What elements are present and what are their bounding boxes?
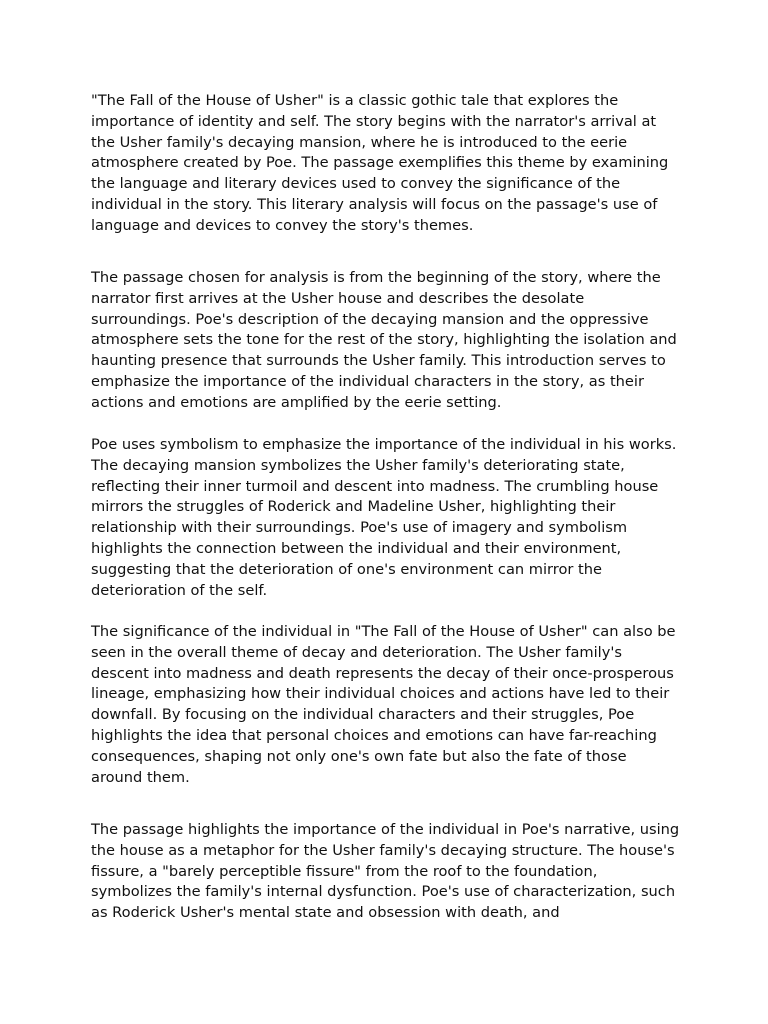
paragraph-2: The passage chosen for analysis is from the beginning of the story, where the narrator first arrives at the Usher house and describes the desolate surroundings. Poe's description of the decaying mansion and the oppressive atmosphere sets the tone for the rest of the story, highlighting the isolation and haunting presence that surrounds the Usher family. This introduction serves to emphasize the importance of the individual characters in the story, as their actions and emotions are amplified by the eerie setting.: [91, 269, 677, 411]
paragraph-3: Poe uses symbolism to emphasize the importance of the individual in his works. The decaying mansion symbolizes the Usher family's deteriorating state, reflecting their inner turmoil and descent into madness. The crumbling house mirrors the struggles of Roderick and Madeline Usher, highlighting their relationship with their surroundings. Poe's use of imagery and symbolism highlights the connection between the individual and their environment, suggesting that the deterioration of one's environment can mirror the deterioration of the self.: [91, 436, 677, 599]
paragraph-4: The significance of the individual in "The Fall of the House of Usher" can also be seen in the overall theme of decay and deterioration. The Usher family's descent into madness and death represents the decay of their once-prosperous lineage, emphasizing how their individual choices and actions have led to their downfall. By focusing on the individual characters and their struggles, Poe highlights the idea that personal choices and emotions can have far-reaching consequences, shaping not only one's own fate but also the fate of those around them.: [91, 623, 676, 786]
paragraph-5: The passage highlights the importance of the individual in Poe's narrative, using the house as a metaphor for the Usher family's decaying structure. The house's fissure, a "barely perceptible fissure" from the roof to the foundation, symbolizes the family's internal dysfunction. Poe's use of characterization, such as Roderick Usher's mental state and obsession with death, and: [91, 821, 680, 922]
paragraph-1: "The Fall of the House of Usher" is a classic gothic tale that explores the importance of identity and self. The story begins with the narrator's arrival at the Usher family's decaying mansion, where he is introduced to the eerie atmosphere created by Poe. The passage exemplifies this theme by examining the language and literary devices used to convey the significance of the individual in the story. This literary analysis will focus on the passage's use of language and devices to convey the story's themes.: [91, 92, 669, 234]
